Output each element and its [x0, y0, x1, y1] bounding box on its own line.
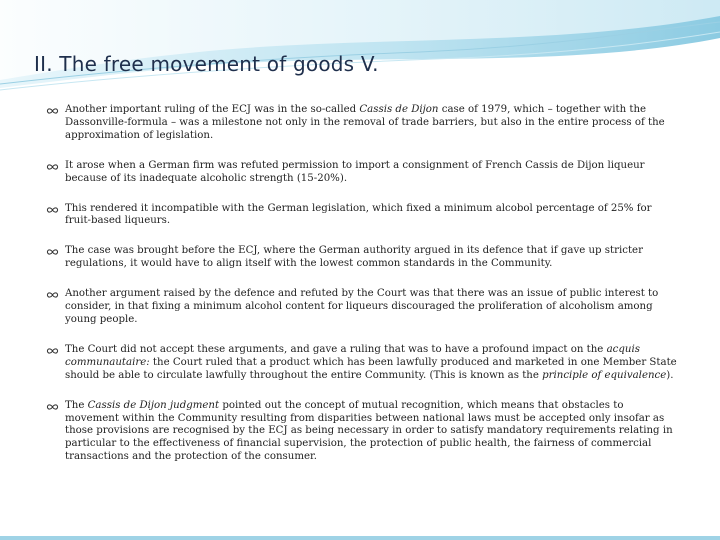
bullet-item: [46, 344, 680, 383]
bullet-item: [46, 245, 680, 271]
text-segment: pointed out the concept of mutual recognition, which means that obstacles to movement within the Community resulting from disparities between national laws must be accepted only insofar as those provisions are recognised by the ECJ as being necessary in order to satisfy mandatory requirements relating in particular to the effectiveness of financial supervision, the protection of public health, the fairness of commercial transactions and the protection of the consumer.: [65, 399, 673, 463]
text-segment: the Court ruled that a product which has been lawfully produced and marketed in one Member State should be able to circulate lawfully throughout the entire Community. (This is known as the: [65, 356, 677, 381]
bullet-item: [46, 104, 680, 143]
bullet-text: [65, 288, 680, 327]
bullet-list: [46, 104, 680, 481]
infinity-bullet-icon: [46, 107, 59, 115]
infinity-bullet-icon: [46, 403, 59, 411]
infinity-bullet-icon: [46, 291, 59, 299]
infinity-bullet-icon: [46, 248, 59, 256]
bullet-item: [46, 288, 680, 327]
italic-segment: principle of equivalence: [542, 369, 667, 381]
bullet-text: [65, 344, 680, 383]
infinity-bullet-icon: [46, 206, 59, 214]
bullet-item: [46, 203, 680, 229]
bullet-text: [65, 203, 680, 229]
footer-line: [0, 536, 720, 540]
text-segment: The Court did not accept these arguments, and gave a ruling that was to have a profound impact on the: [65, 343, 607, 355]
bullet-item: [46, 400, 680, 465]
slide-title: II. The free movement of goods V.: [34, 52, 379, 76]
text-segment: It arose when a German firm was refuted permission to import a consignment of French Cassis de Dijon liqueur because of its inadequate alcoholic strength (15-20%).: [65, 159, 645, 184]
bullet-text: [65, 245, 680, 271]
text-segment: Another important ruling of the ECJ was in the so-called: [65, 104, 360, 115]
bullet-text: [65, 160, 680, 186]
bullet-text: [65, 104, 680, 143]
text-segment: The case was brought before the ECJ, where the German authority argued in its defence that if gave up stricter regulations, it would have to align itself with the lowest common standards in the Community.: [65, 245, 643, 270]
italic-segment: Cassis de Dijon: [359, 104, 439, 115]
text-segment: The: [65, 399, 88, 411]
header-wave-decoration: [0, 0, 720, 100]
infinity-bullet-icon: [46, 163, 59, 171]
text-segment: This rendered it incompatible with the German legislation, which fixed a minimum alcobol percentage of 25% for fruit-based liqueurs.: [65, 202, 652, 227]
italic-segment: acquis communautaire:: [65, 343, 640, 368]
bullet-item: [46, 160, 680, 186]
text-segment: Another argument raised by the defence and refuted by the Court was that there was an issue of public interest to consider, in that fixing a minimum alcohol content for liqueurs discouraged the proliferation of alcoholism among young people.: [65, 288, 659, 325]
text-segment: case of 1979, which – together with the Dassonville-formula – was a milestone not only in the removal of trade barriers, but also in the entire process of the approximation of legislation.: [65, 104, 665, 141]
bullet-text: [65, 400, 680, 465]
italic-segment: Cassis de Dijon judgment: [87, 399, 220, 411]
infinity-bullet-icon: [46, 347, 59, 355]
text-segment: ).: [666, 369, 674, 381]
